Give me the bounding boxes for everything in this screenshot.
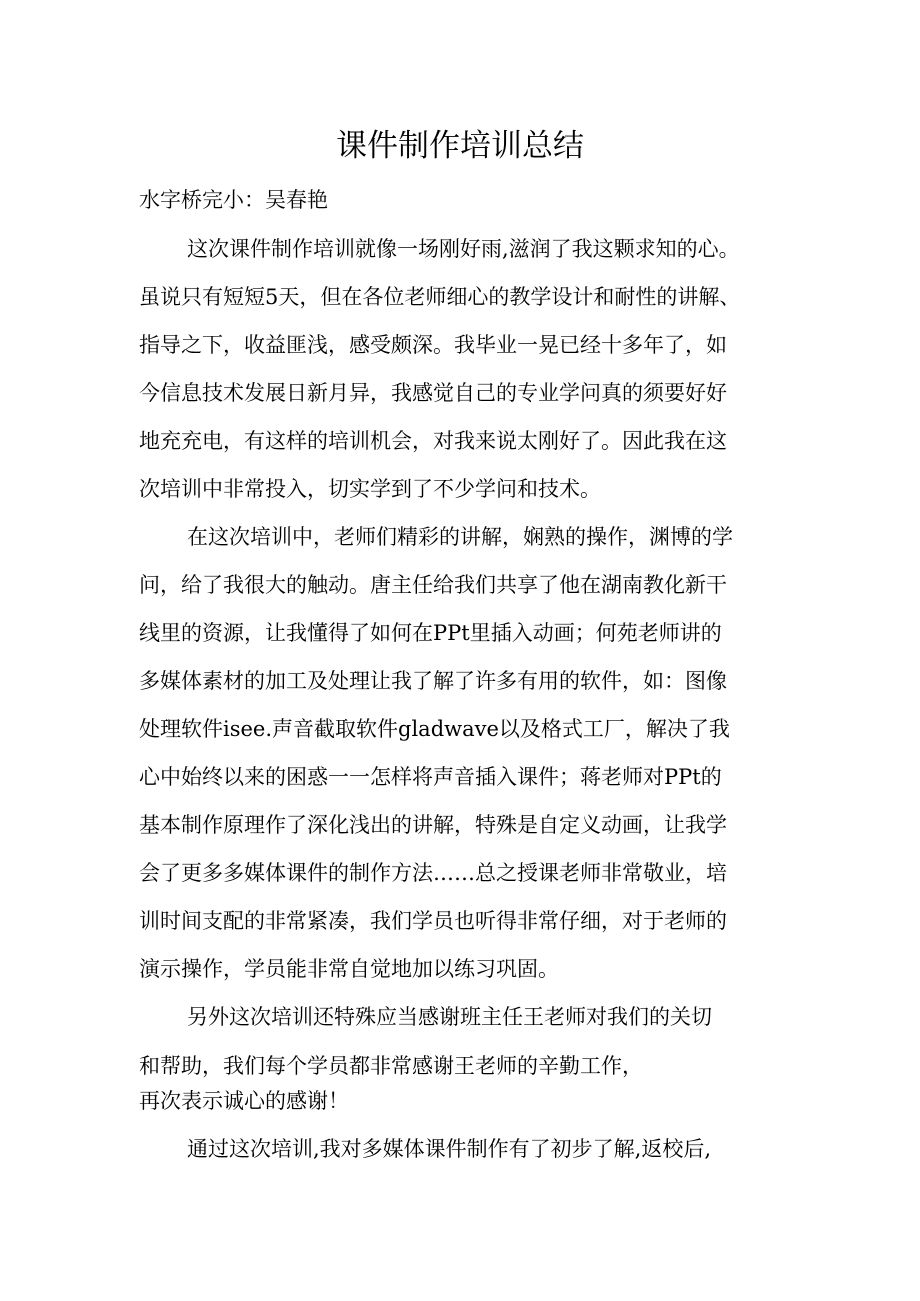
- author-line: 水字桥完小：吴春艳: [139, 188, 328, 212]
- paragraph-1-line-4: 今信息技术发展日新月异，我感觉自己的专业学问真的须要好好: [139, 381, 727, 405]
- paragraph-2-line-4: 多媒体素材的加工及处理让我了解了许多有用的软件，如：图像: [139, 669, 727, 693]
- paragraph-1-line-1: 这次课件制作培训就像一场刚好雨,滋润了我这颗求知的心。: [187, 237, 740, 261]
- paragraph-2-line-5: 处理软件isee.声音截取软件gladwave以及格式工厂，解决了我: [139, 717, 730, 741]
- paragraph-2-line-2: 问，给了我很大的触动。唐主任给我们共享了他在湖南教化新干: [139, 573, 727, 597]
- paragraph-1-line-3: 指导之下，收益匪浅，感受颇深。我毕业一晃已经十多年了，如: [139, 333, 727, 357]
- paragraph-2-line-8: 会了更多多媒体课件的制作方法……总之授课老师非常敬业，培: [139, 861, 727, 885]
- paragraph-1-line-5: 地充充电，有这样的培训机会，对我来说太刚好了。因此我在这: [139, 429, 727, 453]
- paragraph-1-line-6: 次培训中非常投入，切实学到了不少学问和技术。: [139, 477, 601, 501]
- paragraph-2-line-1: 在这次培训中，老师们精彩的讲解，娴熟的操作，渊博的学: [187, 525, 733, 549]
- paragraph-3-line-1: 另外这次培训还特殊应当感谢班主任王老师对我们的关切: [187, 1005, 712, 1029]
- paragraph-4-line-1: 通过这次培训,我对多媒体课件制作有了初步了解,返校后,: [187, 1137, 712, 1161]
- paragraph-3-line-3: 再次表示诚心的感谢！: [139, 1089, 349, 1113]
- paragraph-2-line-6: 心中始终以来的困惑一一怎样将声音插入课件；蒋老师对PPt的: [139, 765, 722, 789]
- paragraph-3-line-2: 和帮助，我们每个学员都非常感谢王老师的辛勤工作，: [139, 1054, 643, 1078]
- page-title: 课件制作培训总结: [336, 128, 584, 164]
- paragraph-2-line-9: 训时间支配的非常紧凑，我们学员也听得非常仔细，对于老师的: [139, 909, 727, 933]
- paragraph-2-line-3: 线里的资源，让我懂得了如何在PPt里插入动画；何苑老师讲的: [139, 621, 722, 645]
- paragraph-2-line-7: 基本制作原理作了深化浅出的讲解，特殊是自定义动画，让我学: [139, 813, 727, 837]
- paragraph-2-line-10: 演示操作，学员能非常自觉地加以练习巩固。: [139, 957, 559, 981]
- paragraph-1-line-2: 虽说只有短短5天，但在各位老师细心的教学设计和耐性的讲解、: [139, 285, 741, 309]
